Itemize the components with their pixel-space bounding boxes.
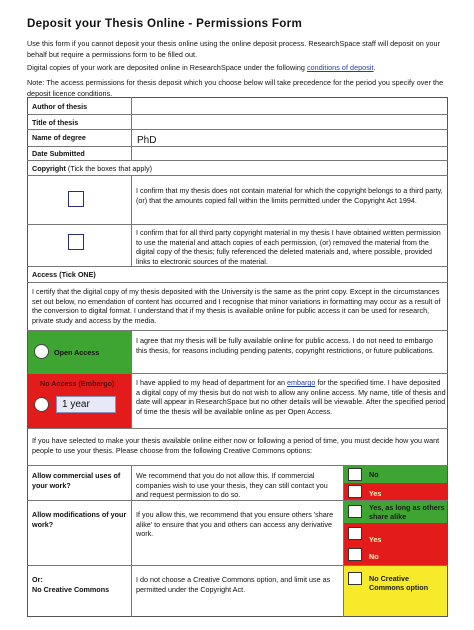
access-certify-text: I certify that the digital copy of my thesis deposited with the University is the same as the print copy. Except in the circumstances set out below, no emendation of content has occurred and I recognise that minor variations in formatting may occur as a result of the conversion to digital format. I understand that if my thesis is available online for public access it can be used for research, private study and access by the media. xyxy=(32,287,441,325)
cc-none-checkbox[interactable] xyxy=(348,572,362,585)
cc-intro-text: If you have selected to make your thesis available online either now or following a period of time, you must decide how you want people to use your thesis. Please choose from the following Creative Commons options: xyxy=(32,436,440,455)
cc-modifications-label: Allow modifications of your work? xyxy=(32,510,127,529)
copyright-option-2-checkbox[interactable] xyxy=(68,234,84,250)
conditions-of-deposit-link[interactable]: conditions of deposit xyxy=(306,63,374,72)
embargo-radio[interactable] xyxy=(34,397,49,412)
open-access-label: Open Access xyxy=(54,348,100,357)
cc-none-text: I do not choose a Creative Commons option, and limit use as permitted under the Copyright Act. xyxy=(136,575,331,594)
cc-commercial-text: We recommend that you do not allow this. If commercial companies wish to use your thesis, they can still contact you and request permission to do so. xyxy=(136,471,328,500)
divider xyxy=(27,175,448,176)
cc-none-label xyxy=(32,575,130,594)
degree-label: Name of degree xyxy=(32,133,86,142)
open-access-radio[interactable] xyxy=(34,344,49,359)
title-label: Title of thesis xyxy=(32,118,79,127)
divider xyxy=(27,146,448,147)
access-heading: Access (Tick ONE) xyxy=(32,270,96,279)
copyright-option-1-text: I confirm that my thesis does not contain material for which the copyright belongs to a third party, (or) that the amounts copied fall within the limits permitted under the Copyright Act 1994. xyxy=(136,186,443,205)
author-field[interactable] xyxy=(133,99,446,113)
cc-none-label-line2: No Creative Commons xyxy=(32,584,110,594)
cc-none-option-label: No Creative Commons option xyxy=(369,574,429,592)
embargo-text xyxy=(136,378,446,416)
copyright-heading xyxy=(32,164,152,174)
author-label: Author of thesis xyxy=(32,102,88,111)
date-submitted-field[interactable] xyxy=(133,148,446,159)
thesis-title-field[interactable] xyxy=(133,116,446,128)
divider xyxy=(131,97,132,160)
divider xyxy=(27,224,448,225)
embargo-text-suffix: for the specified time. I have deposited a digital copy of my thesis but do not wish to allow any online access. My name, title of thesis and date will appear in ResearchSpace but no other details will be viewable. After the specified period of time the thesis will be available online as per Open Access. xyxy=(136,378,446,416)
divider xyxy=(27,160,448,161)
copyright-option-1-checkbox[interactable] xyxy=(68,191,84,207)
copyright-option-2-text: I confirm that for all third party copyright material in my thesis I have obtained written permission to use the material and attach copies of each permission, (or) removed the material from the digital copy of the thesis; fully referenced the deleted materials and, where possible, provided links to electronic sources of the material. xyxy=(136,228,441,266)
intro-paragraph-1: Use this form if you cannot deposit your thesis online using the online deposit process. ResearchSpace staff will deposit on your behalf but require a permissions form to be filled out. xyxy=(27,39,441,59)
form-title: Deposit your Thesis Online - Permissions Form xyxy=(27,17,303,30)
cc-commercial-no-label: No xyxy=(369,470,379,479)
intro-p2-suffix: . xyxy=(373,63,376,72)
intro-p2-text: Digital copies of your work are deposited online in ResearchSpace under the following xyxy=(27,63,307,72)
embargo-label: No Access (Embargo) xyxy=(40,379,115,388)
divider xyxy=(27,282,448,283)
divider xyxy=(27,428,448,429)
cc-modifications-no-checkbox[interactable] xyxy=(348,548,362,561)
cc-modifications-text: If you allow this, we recommend that you ensure others 'share alike' to ensure that you and others can access any derivative work. xyxy=(136,510,334,539)
cc-commercial-yes-checkbox[interactable] xyxy=(348,485,362,498)
intro-paragraph-2 xyxy=(27,63,447,74)
date-submitted-label: Date Submitted xyxy=(32,149,85,158)
cc-share-alike-checkbox[interactable] xyxy=(348,505,362,518)
divider xyxy=(131,465,132,617)
embargo-period-select[interactable]: 1 year xyxy=(56,396,116,413)
divider xyxy=(131,330,132,428)
copyright-note: (Tick the boxes that apply) xyxy=(65,164,152,173)
cc-none-label-line1: Or: xyxy=(32,575,43,584)
cc-share-alike-label: Yes, as long as others share alike xyxy=(369,503,445,521)
cc-modifications-yes-label: Yes xyxy=(369,535,382,544)
degree-field[interactable]: PhD xyxy=(137,135,157,146)
divider xyxy=(27,114,448,115)
cc-commercial-no-checkbox[interactable] xyxy=(348,468,362,481)
embargo-text-prefix: I have applied to my head of department for an xyxy=(136,378,288,387)
cc-commercial-yes-label: Yes xyxy=(369,489,382,498)
cc-commercial-label: Allow commercial uses of your work? xyxy=(32,471,121,490)
open-access-text: I agree that my thesis will be fully available online for public access. I do not need to embargo this thesis, for reasons including pending patents, copyright restrictions, or future publications. xyxy=(136,336,435,355)
divider xyxy=(131,175,132,266)
cc-modifications-no-label: No xyxy=(369,552,379,561)
cc-modifications-yes-checkbox[interactable] xyxy=(348,527,362,540)
divider xyxy=(27,129,448,130)
intro-paragraph-3: Note: The access permissions for thesis deposit which you choose below will take precedence for the period you specify over the deposit licence conditions. xyxy=(27,78,444,98)
embargo-link[interactable]: embargo xyxy=(287,378,316,387)
copyright-title: Copyright xyxy=(32,164,66,173)
